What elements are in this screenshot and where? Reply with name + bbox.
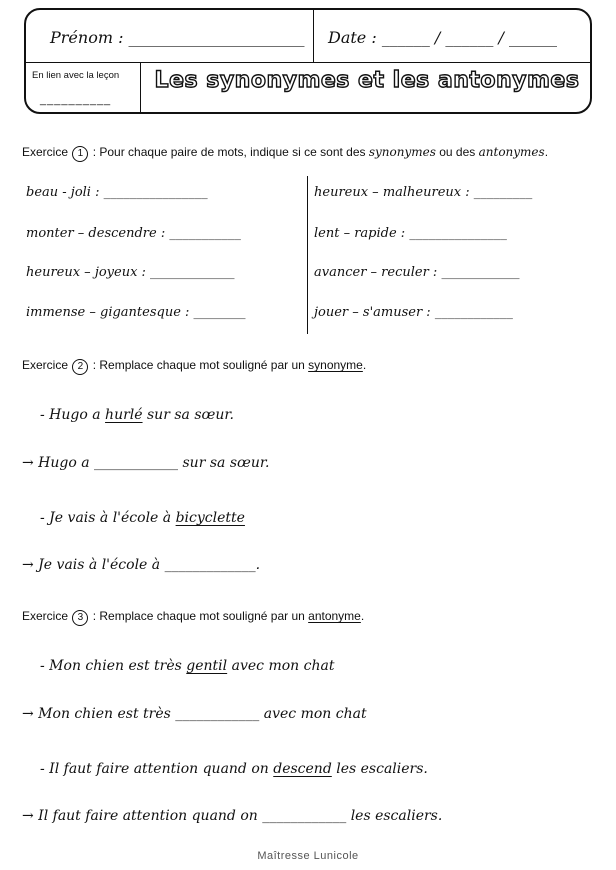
- exercise-1-mid: ou des: [435, 145, 479, 159]
- lesson-link-blank[interactable]: __________: [40, 94, 112, 106]
- exercise-1-end: .: [544, 145, 549, 159]
- pair-left-2[interactable]: monter – descendre : ___________: [26, 226, 241, 241]
- exercise-3-word: antonyme: [308, 609, 361, 623]
- exercise-3-answer-1[interactable]: → Mon chien est très ____________ avec mon chat: [22, 706, 367, 722]
- exercise-3-sentence-1: [40, 658, 334, 674]
- header-box: [24, 8, 592, 114]
- pair-left-1[interactable]: beau - joli : ________________: [26, 185, 208, 200]
- exercise-3-s1-post: avec mon chat: [227, 658, 335, 674]
- exercise-2-instruction: : Remplace chaque mot souligné par un: [89, 358, 309, 372]
- pair-left-3[interactable]: heureux – joyeux : _____________: [26, 265, 235, 280]
- header-divider-horizontal: [26, 62, 590, 63]
- exercise-2-end: .: [362, 358, 367, 372]
- exercise-2-prefix: Exercice: [22, 358, 72, 372]
- pairs-divider: [307, 176, 308, 334]
- exercise-2-heading: [22, 358, 366, 375]
- exercise-2-s1-underlined: hurlé: [105, 407, 143, 423]
- date-field[interactable]: Date : ______ / ______ / ______: [328, 28, 557, 47]
- exercise-2-number: 2: [72, 359, 88, 375]
- exercise-2-s1-pre: - Hugo a: [40, 407, 106, 423]
- exercise-3-number: 3: [72, 610, 88, 626]
- exercise-3-heading: [22, 609, 364, 626]
- header-divider-top: [313, 10, 314, 62]
- exercise-3-prefix: Exercice: [22, 609, 72, 623]
- exercise-3-end: .: [360, 609, 365, 623]
- exercise-1-prefix: Exercice: [22, 145, 72, 159]
- exercise-2-answer-2[interactable]: → Je vais à l'école à _____________.: [22, 557, 261, 573]
- prenom-field[interactable]: Prénom : ______________________: [50, 28, 305, 47]
- exercise-2-s1-post: sur sa sœur.: [142, 407, 234, 423]
- pair-right-4[interactable]: jouer – s'amuser : ____________: [314, 305, 513, 320]
- footer-credit: Maîtresse Lunicole: [257, 850, 359, 862]
- pair-right-3[interactable]: avancer – reculer : ____________: [314, 265, 520, 280]
- exercise-3-instruction: : Remplace chaque mot souligné par un: [89, 609, 309, 623]
- header-divider-bottom: [140, 62, 141, 112]
- exercise-2-sentence-1: [40, 407, 234, 423]
- exercise-3-sentence-2: [40, 761, 428, 777]
- exercise-2-s2-underlined: bicyclette: [175, 510, 245, 526]
- page-title: Les synonymes et les antonymes: [154, 68, 580, 93]
- exercise-3-s1-pre: - Mon chien est très: [40, 658, 187, 674]
- pair-left-4[interactable]: immense – gigantesque : ________: [26, 305, 246, 320]
- exercise-1-word-antonymes: antonymes: [478, 145, 545, 159]
- exercise-2-word: synonyme: [308, 358, 363, 372]
- lesson-link-label: En lien avec la leçon: [32, 70, 120, 81]
- exercise-3-answer-2[interactable]: → Il faut faire attention quand on ____________ les escaliers.: [22, 808, 443, 824]
- exercise-1-number: 1: [72, 146, 88, 162]
- exercise-2-s2-pre: - Je vais à l'école à: [40, 510, 176, 526]
- exercise-2-sentence-2: [40, 510, 245, 526]
- exercise-3-s2-post: les escaliers.: [331, 761, 428, 777]
- exercise-2-answer-1[interactable]: → Hugo a ____________ sur sa sœur.: [22, 455, 270, 471]
- pair-right-2[interactable]: lent – rapide : _______________: [314, 226, 507, 241]
- exercise-3-s2-underlined: descend: [273, 761, 332, 777]
- exercise-1-heading: [22, 145, 548, 162]
- exercise-1-word-synonymes: synonymes: [368, 145, 436, 159]
- pair-right-1[interactable]: heureux – malheureux : _________: [314, 185, 533, 200]
- exercise-3-s1-underlined: gentil: [186, 658, 228, 674]
- exercise-1-instruction: : Pour chaque paire de mots, indique si ce sont des: [89, 145, 369, 159]
- exercise-3-s2-pre: - Il faut faire attention quand on: [40, 761, 274, 777]
